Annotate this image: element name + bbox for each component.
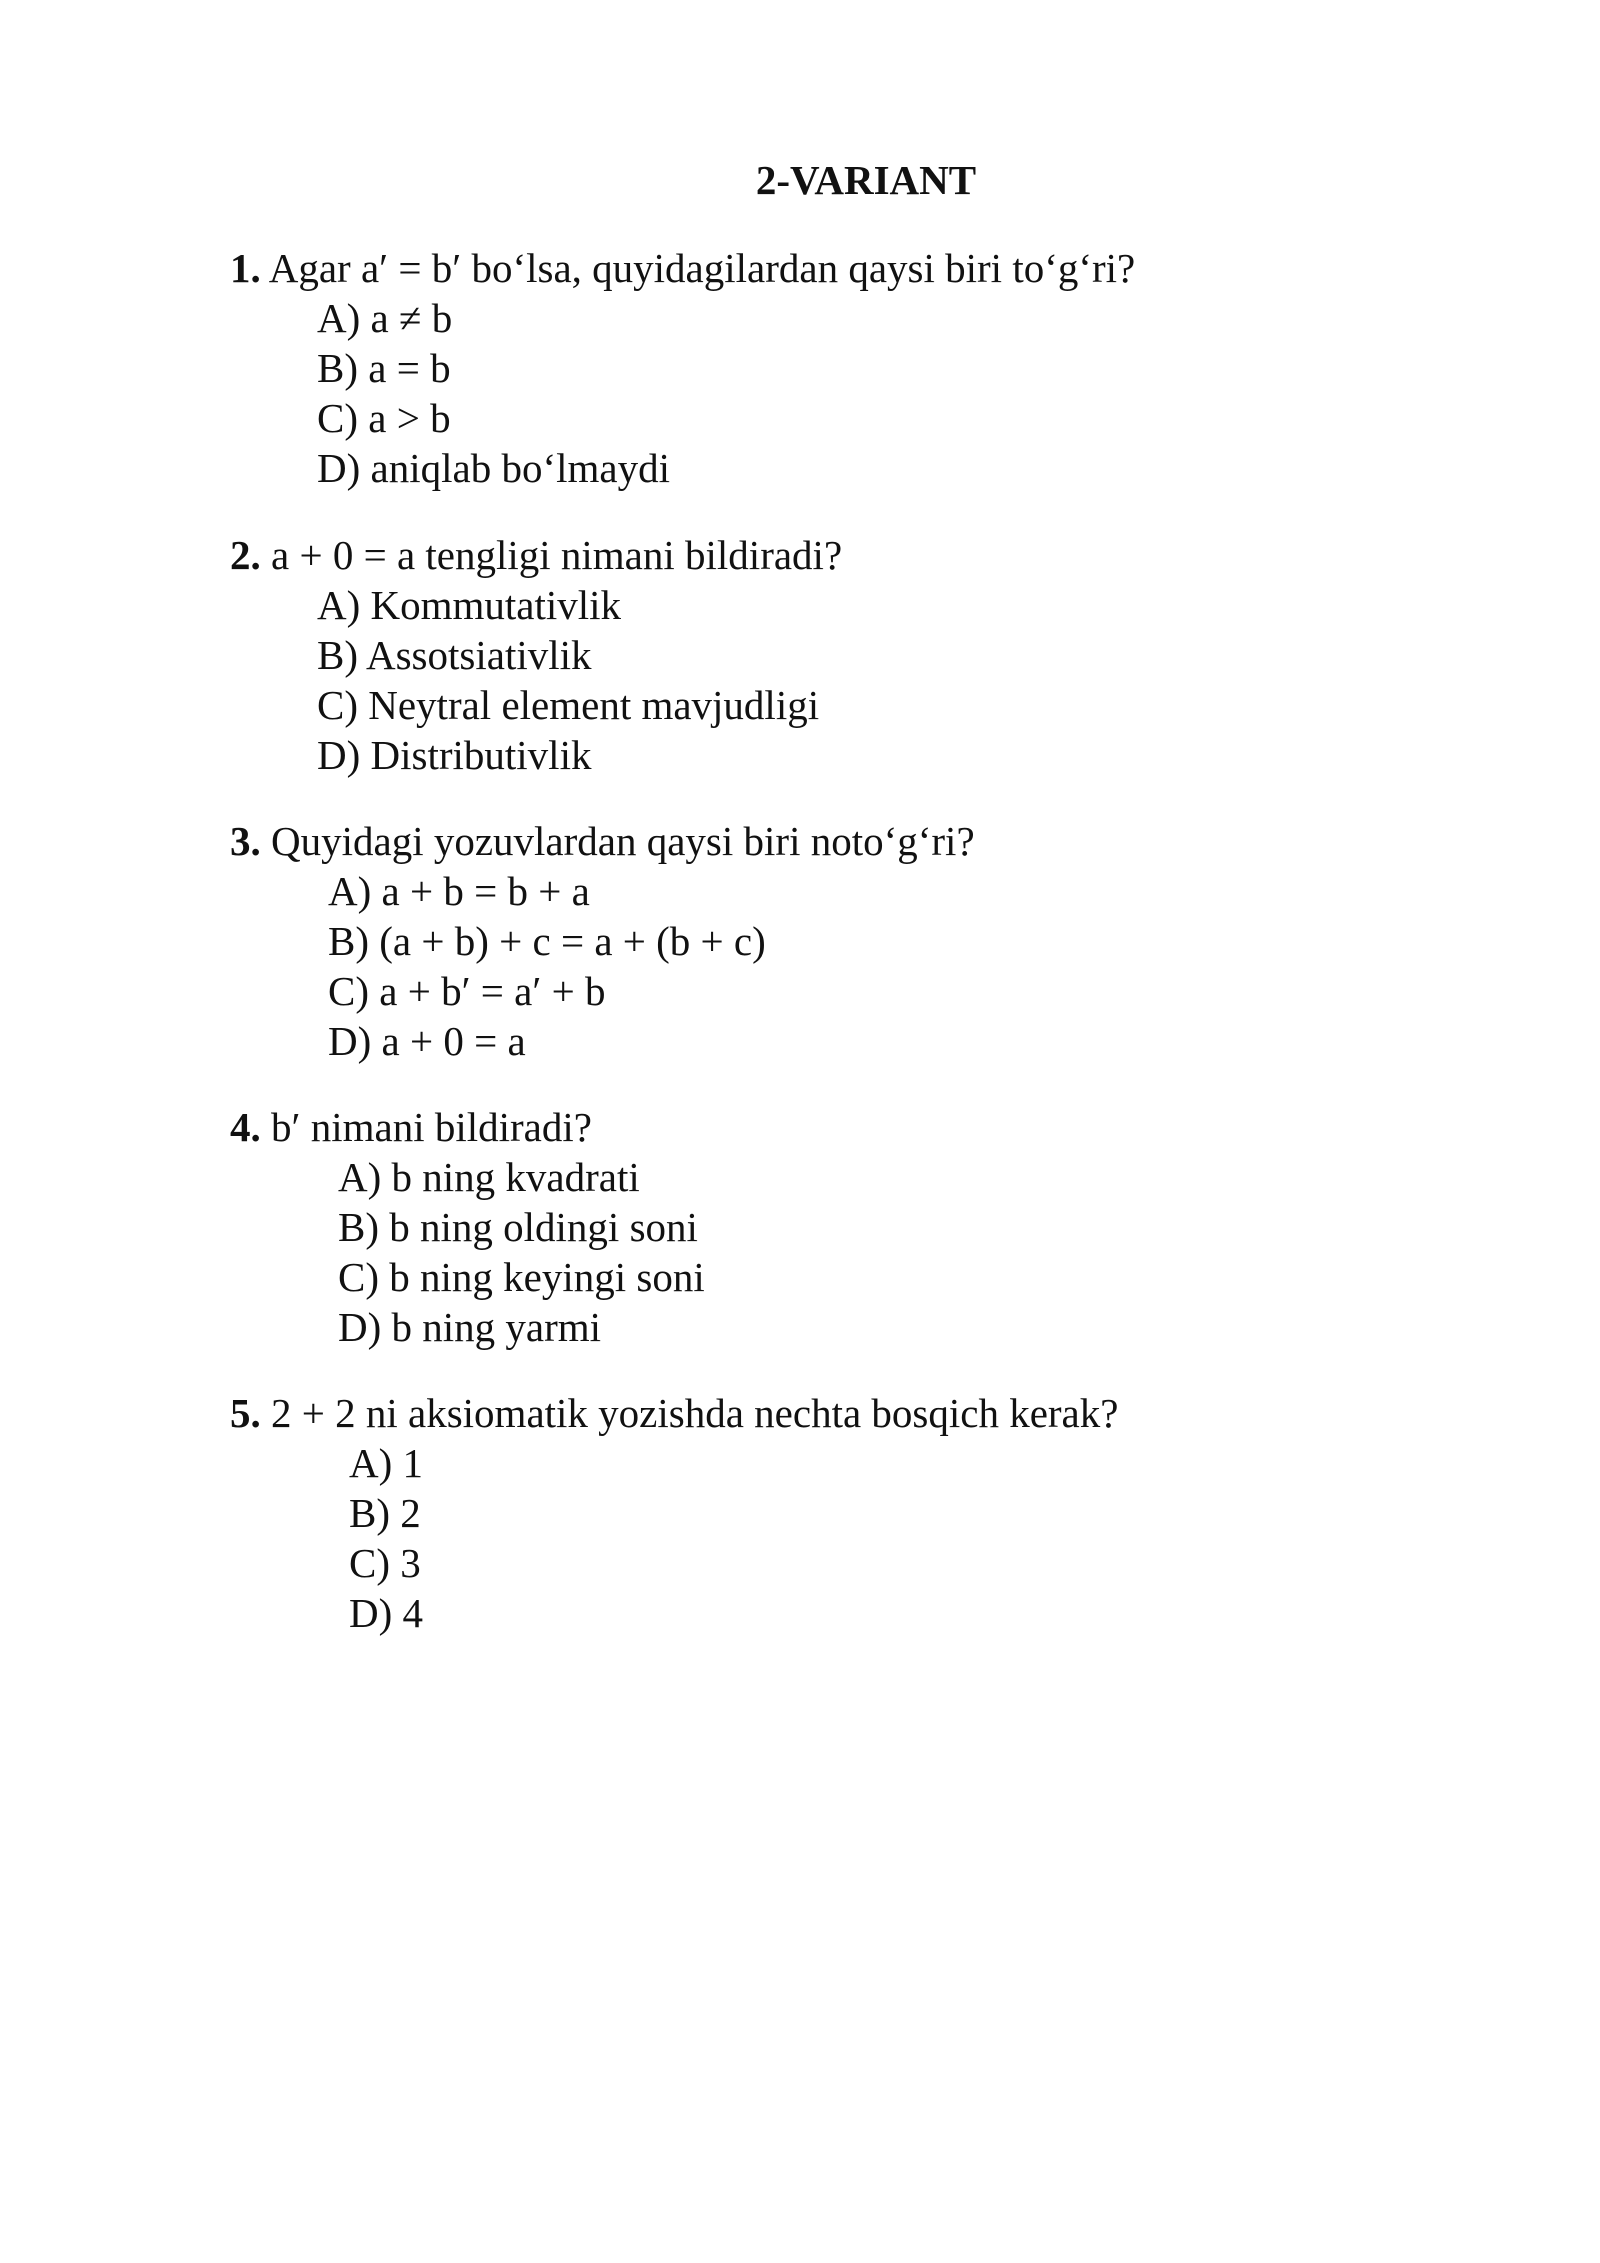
question-1-option-d: D) aniqlab bo‘lmaydi <box>317 445 670 491</box>
question-1-prompt: Agar a′ = b′ bo‘lsa, quyidagilardan qaysi biri to‘g‘ri? <box>268 245 1136 291</box>
question-1-options <box>317 293 1530 493</box>
question-3-option-d: D) a + 0 = a <box>328 1018 526 1064</box>
question-5-number: 5. <box>230 1390 261 1436</box>
question-1-number: 1. <box>230 245 261 291</box>
question-2-option-a: A) Kommutativlik <box>317 582 622 628</box>
question-5-option-c: C) 3 <box>349 1540 421 1586</box>
question-2-prompt: a + 0 = a tengligi nimani bildiradi? <box>271 532 843 578</box>
question-4-option-b: B) b ning oldingi soni <box>338 1204 698 1250</box>
question-4-option-c: C) b ning keyingi soni <box>338 1254 705 1300</box>
question-1 <box>230 243 1530 493</box>
question-4-option-a: A) b ning kvadrati <box>338 1154 640 1200</box>
question-1-option-b: B) a = b <box>317 345 451 391</box>
question-1-option-c: C) a > b <box>317 395 451 441</box>
question-3-option-b: B) (a + b) + c = a + (b + c) <box>328 918 766 964</box>
question-1-text <box>230 243 1530 293</box>
question-5 <box>230 1388 1530 1638</box>
question-4-number: 4. <box>230 1104 261 1150</box>
question-4 <box>230 1102 1530 1352</box>
question-5-text <box>230 1388 1530 1438</box>
question-2-number: 2. <box>230 532 261 578</box>
page-title: 2-VARIANT <box>755 157 977 203</box>
question-2 <box>230 530 1530 780</box>
question-3-options <box>328 866 1530 1066</box>
question-3-option-a: A) a + b = b + a <box>328 868 590 914</box>
question-5-prompt: 2 + 2 ni aksiomatik yozishda nechta bosqich kerak? <box>271 1390 1119 1436</box>
question-2-option-c: C) Neytral element mavjudligi <box>317 682 820 728</box>
question-3-number: 3. <box>230 818 261 864</box>
question-5-option-d: D) 4 <box>349 1590 424 1636</box>
question-3-option-c: C) a + b′ = a′ + b <box>328 968 606 1014</box>
question-4-option-d: D) b ning yarmi <box>338 1304 602 1350</box>
question-2-text <box>230 530 1530 580</box>
question-3-prompt: Quyidagi yozuvlardan qaysi biri noto‘g‘ri? <box>271 818 975 864</box>
question-4-options <box>338 1152 1530 1352</box>
question-5-options <box>349 1438 1530 1638</box>
question-4-text <box>230 1102 1530 1152</box>
question-5-option-b: B) 2 <box>349 1490 421 1536</box>
question-2-option-b: B) Assotsiativlik <box>317 632 592 678</box>
question-3-text <box>230 816 1530 866</box>
question-2-options <box>317 580 1530 780</box>
question-1-option-a: A) a ≠ b <box>317 295 453 341</box>
question-2-option-d: D) Distributivlik <box>317 732 592 778</box>
question-3 <box>230 816 1530 1066</box>
question-4-prompt: b′ nimani bildiradi? <box>271 1104 592 1150</box>
question-5-option-a: A) 1 <box>349 1440 424 1486</box>
